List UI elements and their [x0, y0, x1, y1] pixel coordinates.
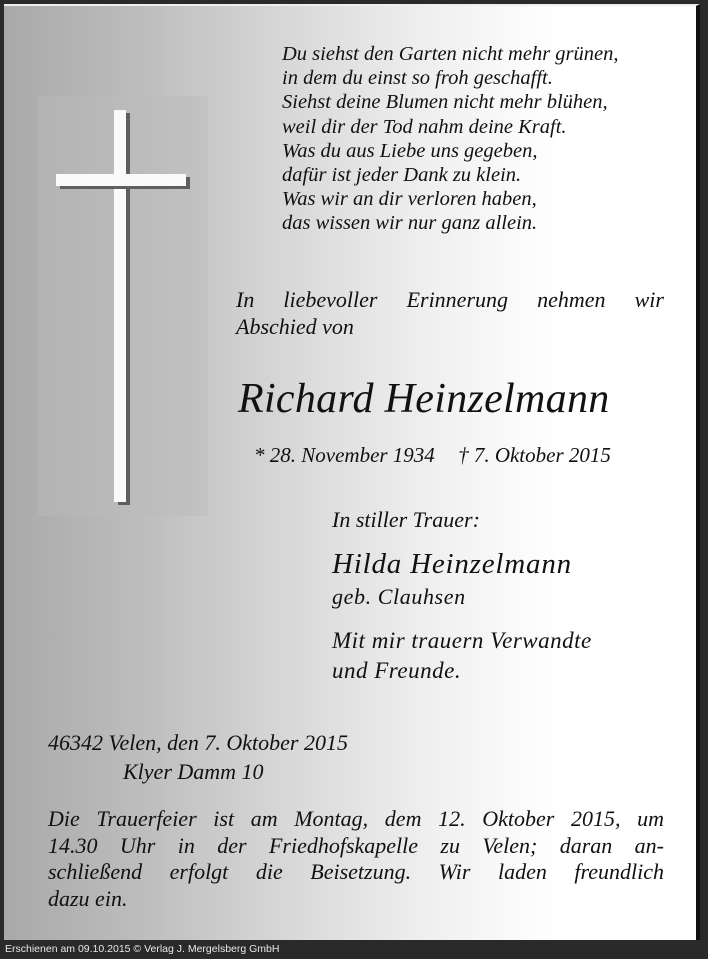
poem-line: das wissen wir nur ganz allein. — [282, 212, 538, 235]
intro-text — [236, 286, 664, 340]
mourners-closing — [332, 626, 592, 686]
closing-line: Mit mir trauern Verwandte — [332, 628, 592, 653]
publication-credit: Erschienen am 09.10.2015 © Verlag J. Mergelsberg GmbH — [5, 943, 280, 955]
poem-line: Was wir an dir verloren haben, — [282, 188, 537, 211]
birth-date: * 28. November 1934 — [254, 443, 435, 467]
poem-line: in dem du einst so froh geschafft. — [282, 67, 553, 90]
obituary-card — [4, 4, 700, 940]
intro-word: wir — [634, 287, 664, 312]
poem — [282, 42, 619, 236]
poem-line: Siehst deine Blumen nicht mehr blühen, — [282, 91, 608, 114]
street-address: Klyer Damm 10 — [123, 759, 264, 784]
poem-line: Du siehst den Garten nicht mehr grünen, — [282, 43, 619, 65]
ceremony-line: Die Trauerfeier ist am Montag, dem 12. Oktober 2015, um — [48, 806, 664, 831]
footer-bar — [0, 941, 708, 959]
address-block — [48, 728, 348, 786]
intro-word: Erinnerung — [406, 287, 509, 312]
place-date: 46342 Velen, den 7. Oktober 2015 — [48, 730, 348, 755]
cross-icon-crossbar — [56, 174, 186, 186]
ceremony-line: dazu ein. — [48, 885, 128, 911]
death-date: † 7. Oktober 2015 — [458, 443, 611, 467]
intro-line-2: Abschied von — [236, 314, 354, 339]
life-dates — [254, 442, 611, 468]
closing-line: und Freunde. — [332, 658, 462, 683]
poem-line: weil dir der Tod nahm deine Kraft. — [282, 115, 567, 138]
ceremony-line: 14.30 Uhr in der Friedhofskapelle zu Velen; daran an- — [48, 832, 664, 858]
ceremony-notice — [48, 806, 664, 912]
intro-line-1 — [236, 286, 664, 313]
mourning-heading: In stiller Trauer: — [332, 507, 480, 532]
mourner-name: Hilda Heinzelmann — [332, 548, 572, 580]
ceremony-line: schließend erfolgt die Beisetzung. Wir laden freundlich — [48, 859, 664, 884]
intro-word: In — [236, 287, 255, 312]
poem-line: Was du aus Liebe uns gegeben, — [282, 139, 538, 162]
intro-word: nehmen — [537, 287, 606, 312]
intro-word: liebevoller — [283, 287, 378, 312]
mourner-maiden-name: geb. Clauhsen — [332, 584, 466, 609]
cross-icon — [114, 110, 126, 502]
poem-line: dafür ist jeder Dank zu klein. — [282, 164, 522, 187]
deceased-name: Richard Heinzelmann — [238, 376, 610, 422]
